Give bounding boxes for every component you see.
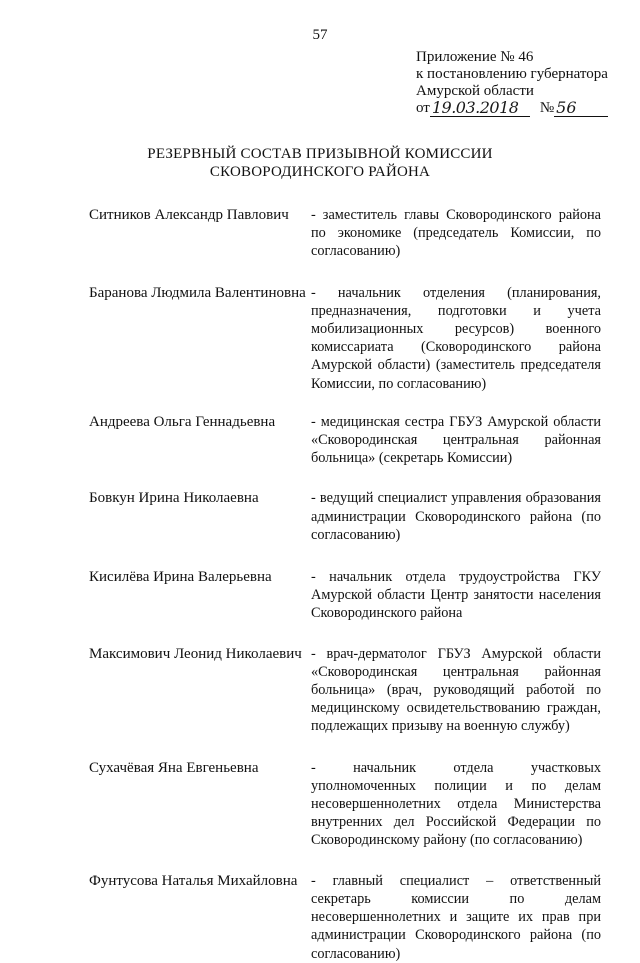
member-role: - медицинская сестра ГБУЗ Амурской области «Сковородинская центральная районная больница» (секретарь Комиссии): [311, 413, 601, 467]
number-prefix: №: [539, 100, 555, 116]
member-role: - главный специалист – ответственный секретарь комиссии по делам несовершеннолетних и защите их прав при администрации Сковородинского района (по согласованию): [311, 872, 601, 962]
heading-line-1: РЕЗЕРВНЫЙ СОСТАВ ПРИЗЫВНОЙ КОМИССИИ: [147, 146, 493, 162]
member-role: - начальник отделения (планирования, предназначения, подготовки и учета мобилизационных ресурсов) военного комиссариата (Сковородинского района Амурской области) (заместитель председателя Комиссии, по согласованию): [311, 284, 601, 392]
member-role: - врач-дерматолог ГБУЗ Амурской области «Сковородинская центральная районная больница» (врач, руководящий работой по медицинскому освидетельствованию граждан, подлежащих призыву на военную службу): [311, 645, 601, 735]
member-row: [89, 413, 611, 468]
commission-roster: [89, 206, 611, 963]
member-role: - начальник отдела участковых уполномоченных полиции и по делам несовершеннолетних отдела Министерства внутренних дел Российской Федерации по Сковородинскому району (по согласованию): [311, 759, 601, 849]
annex-block: [416, 49, 626, 117]
member-row: [89, 206, 611, 261]
member-row: [89, 759, 611, 850]
member-role: - начальник отдела трудоустройства ГКУ Амурской области Центр занятости населения Сковородинского района: [311, 569, 601, 622]
date-prefix: от: [416, 100, 430, 116]
heading-line-2: СКОВОРОДИНСКОГО РАЙОНА: [209, 164, 431, 180]
member-row: [89, 568, 611, 623]
annex-title: Приложение № 46: [416, 49, 534, 65]
member-row: [89, 284, 611, 393]
page-number: 57: [312, 27, 328, 43]
handwritten-date: 19.03.2018: [430, 100, 530, 117]
member-name: Фунтусова Наталья Михайловна: [89, 872, 298, 889]
document-heading: [0, 145, 640, 181]
member-name: Сухачёвая Яна Евгеньевна: [89, 759, 259, 776]
member-row: [89, 489, 611, 544]
member-name: Ситников Александр Павлович: [89, 207, 289, 223]
member-role: - ведущий специалист управления образования администрации Сковородинского района (по согласованию): [311, 490, 601, 543]
member-name: Баранова Людмила Валентиновна: [89, 284, 306, 301]
handwritten-number: 56: [554, 100, 608, 117]
annex-region-line: Амурской области: [416, 83, 534, 99]
member-row: [89, 872, 611, 963]
member-name: Максимович Леонид Николаевич: [89, 645, 302, 662]
member-name: Бовкун Ирина Николаевна: [89, 490, 259, 507]
annex-decree-line: к постановлению губернатора: [416, 66, 608, 82]
member-row: [89, 645, 611, 736]
annex-date-line: [416, 100, 626, 117]
member-role: - заместитель главы Сковородинского района по экономике (председатель Комиссии, по согласованию): [311, 207, 601, 260]
member-name: Андреева Ольга Геннадьевна: [89, 413, 276, 430]
member-name: Кисилёва Ирина Валерьевна: [89, 569, 272, 586]
